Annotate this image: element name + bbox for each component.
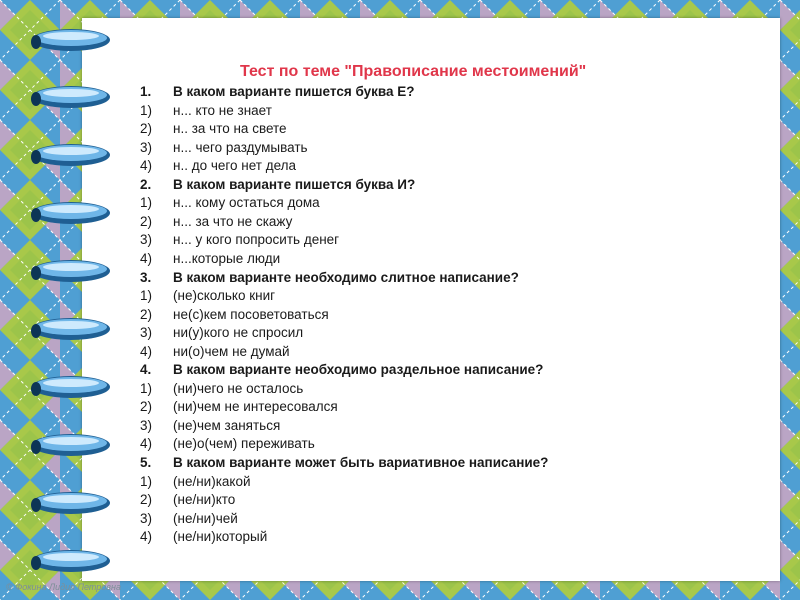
item-text: н... кому остаться дома	[173, 195, 320, 211]
item-number: 2)	[140, 306, 153, 322]
answer-option	[140, 103, 272, 121]
item-text: В каком варианте необходимо раздельное написание?	[173, 362, 544, 378]
answer-option	[140, 418, 280, 436]
binder-ring	[30, 26, 112, 54]
item-number: 1)	[140, 380, 153, 396]
item-text: н.. за что на свете	[173, 121, 287, 137]
item-text: (не)о(чем) переживать	[173, 436, 315, 452]
answer-option	[140, 381, 303, 399]
item-number: 4)	[140, 158, 153, 174]
binder-ring	[30, 315, 112, 343]
binder-ring	[30, 547, 112, 575]
answer-option	[140, 492, 235, 510]
item-text: (не/ни)который	[173, 529, 268, 545]
binder-ring	[30, 257, 112, 285]
answer-option	[140, 399, 338, 417]
item-number: 3)	[140, 232, 153, 248]
answer-option	[140, 325, 303, 343]
question-line	[140, 177, 415, 195]
answer-option	[140, 158, 296, 176]
answer-option	[140, 307, 329, 325]
item-text: ни(у)кого не спросил	[173, 325, 304, 341]
item-text: В каком варианте необходимо слитное написание?	[173, 269, 519, 285]
item-number: 3)	[140, 510, 153, 526]
binder-ring	[30, 373, 112, 401]
answer-option	[140, 511, 238, 529]
item-number: 1)	[140, 195, 153, 211]
item-text: (не)сколько книг	[173, 288, 276, 304]
item-text: (не/ни)кто	[173, 492, 236, 508]
item-text: В каком варианте пишется буква И?	[173, 176, 416, 192]
item-text: н... кто не знает	[173, 102, 272, 118]
item-number: 3)	[140, 325, 153, 341]
answer-option	[140, 251, 280, 269]
answer-option	[140, 140, 308, 158]
item-number: 2)	[140, 121, 153, 137]
item-number: 1)	[140, 473, 153, 489]
item-text: ни(о)чем не думай	[173, 343, 290, 359]
item-number: 4)	[140, 436, 153, 452]
answer-option	[140, 288, 275, 306]
answer-option	[140, 474, 251, 492]
question-line	[140, 455, 548, 473]
binder-ring	[30, 199, 112, 227]
item-text: (не/ни)чей	[173, 510, 238, 526]
answer-option	[140, 529, 267, 547]
item-text: н...которые люди	[173, 250, 281, 266]
answer-option	[140, 121, 287, 139]
item-number: 3)	[140, 139, 153, 155]
item-number: 5.	[140, 455, 152, 470]
item-number: 1.	[140, 84, 152, 99]
binder-ring	[30, 489, 112, 517]
item-number: 2)	[140, 213, 153, 229]
item-text: (не)чем заняться	[173, 417, 281, 433]
item-number: 4)	[140, 343, 153, 359]
question-line	[140, 84, 415, 102]
answer-option	[140, 195, 320, 213]
test-title: Тест по теме "Правописание местоимений"	[240, 63, 587, 80]
binder-ring	[30, 431, 112, 459]
item-number: 3)	[140, 417, 153, 433]
item-number: 4)	[140, 250, 153, 266]
binder-ring	[30, 141, 112, 169]
item-text: (ни)чем не интересовался	[173, 399, 338, 415]
answer-option	[140, 344, 290, 362]
item-number: 1)	[140, 102, 153, 118]
item-text: (не/ни)какой	[173, 473, 251, 489]
item-text: н... чего раздумывать	[173, 139, 308, 155]
item-number: 1)	[140, 288, 153, 304]
answer-option	[140, 436, 315, 454]
watermark: © Фокина Лидия Петровна	[6, 582, 121, 592]
question-line	[140, 270, 519, 288]
item-text: н.. до чего нет дела	[173, 158, 297, 174]
item-number: 4.	[140, 362, 152, 378]
item-text: В каком варианте пишется буква Е?	[173, 84, 415, 99]
item-text: не(с)кем посоветоваться	[173, 306, 329, 322]
binder-ring	[30, 83, 112, 111]
item-number: 2.	[140, 176, 152, 192]
item-number: 3.	[140, 269, 152, 285]
item-text: В каком варианте может быть вариативное написание?	[173, 455, 549, 470]
item-text: (ни)чего не осталось	[173, 380, 304, 396]
question-line	[140, 362, 543, 380]
answer-option	[140, 214, 292, 232]
answer-option	[140, 232, 339, 250]
item-text: н... у кого попросить денег	[173, 232, 340, 248]
item-number: 2)	[140, 492, 153, 508]
item-text: н... за что не скажу	[173, 213, 293, 229]
item-number: 4)	[140, 529, 153, 545]
item-number: 2)	[140, 399, 153, 415]
